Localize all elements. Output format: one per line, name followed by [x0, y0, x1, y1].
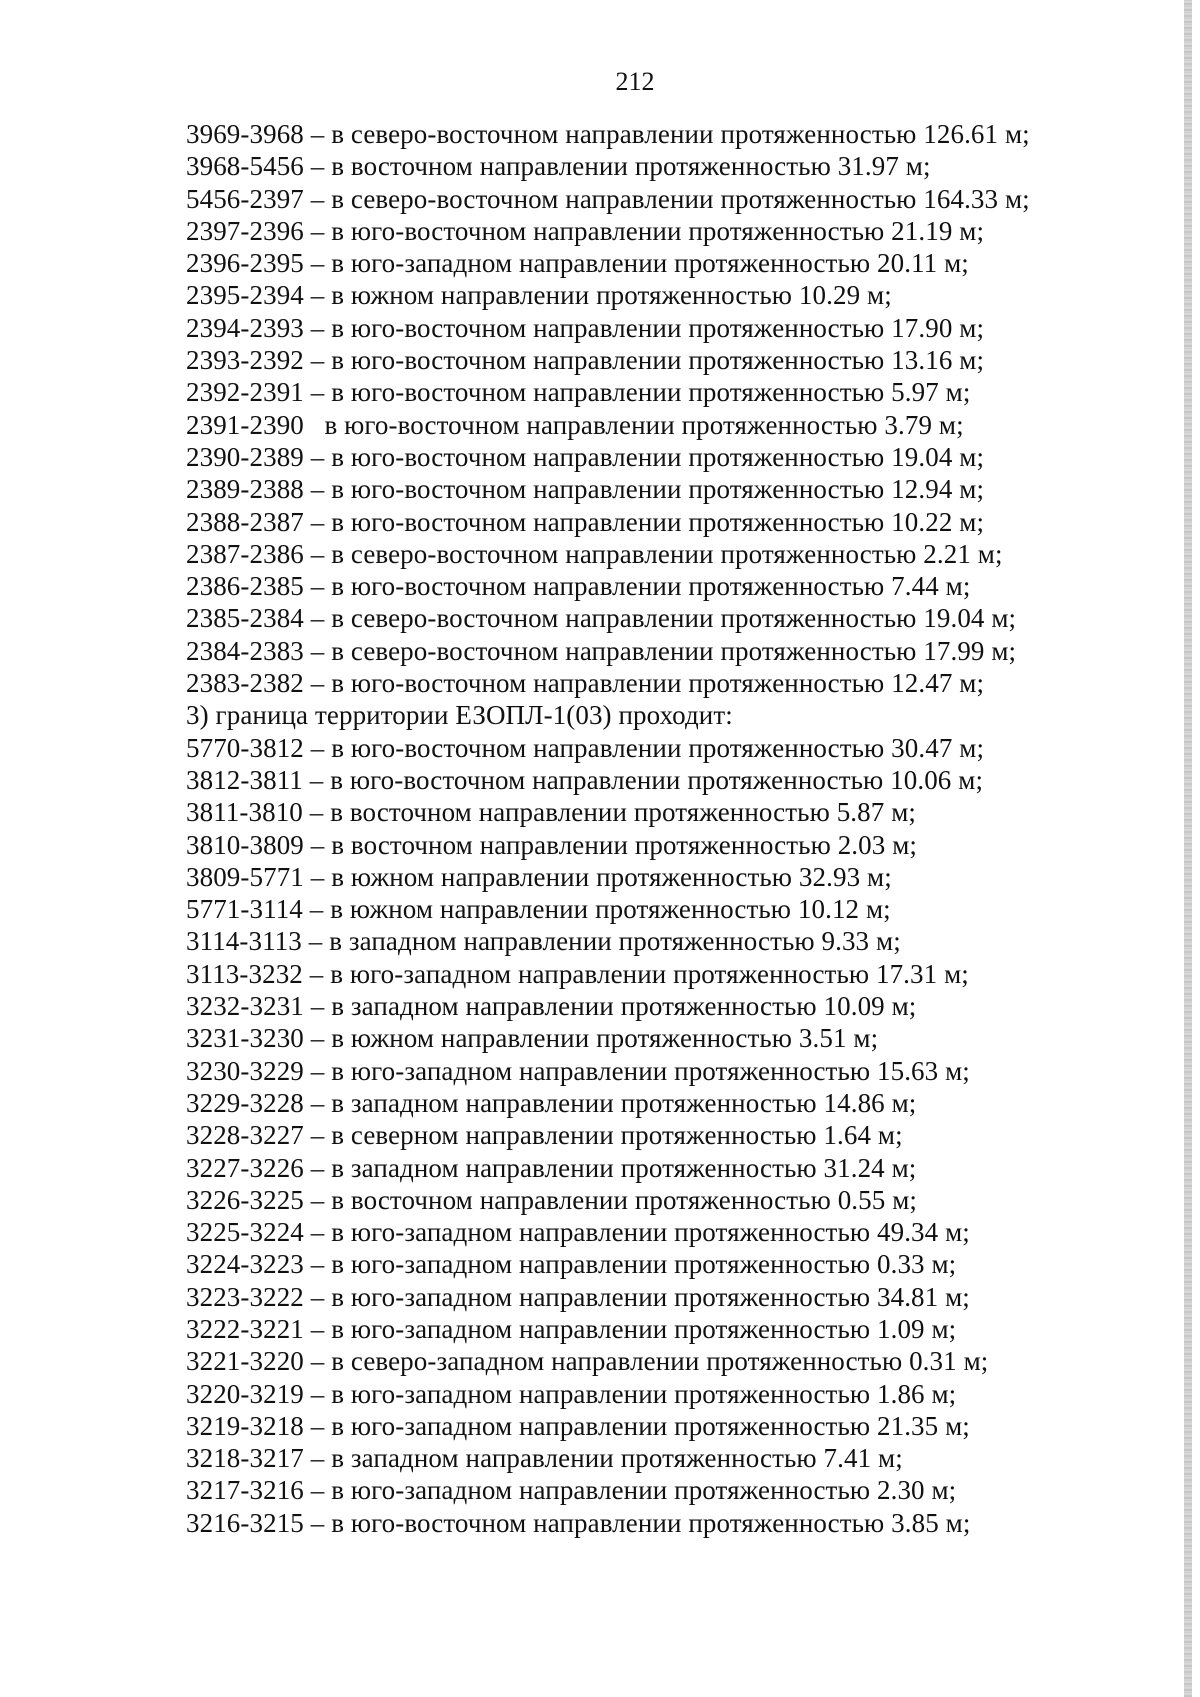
boundary-segment-line [186, 1055, 1086, 1087]
boundary-segment-line [186, 247, 1086, 279]
scan-edge-shadow [1184, 0, 1192, 1697]
boundary-segment-line [186, 1410, 1086, 1442]
segment-description: – в юго-западном направлении протяженностью 1.09 м; [303, 1313, 957, 1344]
segment-description: – в юго-западном направлении протяженностью 2.30 м; [303, 1475, 957, 1506]
boundary-segment-line [186, 893, 1086, 925]
segment-id: 3228-3227 [186, 1120, 304, 1151]
segment-id: 3223-3222 [186, 1281, 304, 1312]
segment-description: – в западном направлении протяженностью 31.24 м; [303, 1152, 917, 1183]
boundary-segment-line [186, 1119, 1086, 1151]
segment-id: 3231-3230 [186, 1023, 304, 1054]
segment-description: – в юго-восточном направлении протяженностью 21.19 м; [303, 215, 985, 246]
boundary-segment-line [186, 732, 1086, 764]
segment-id: 3968-5456 [186, 151, 304, 182]
boundary-segment-line [186, 925, 1086, 957]
segment-id: 2389-2388 [186, 474, 304, 505]
segment-description: – в северо-западном направлении протяженностью 0.31 м; [303, 1346, 989, 1377]
segment-description: – в юго-восточном направлении протяженностью 5.97 м; [303, 377, 971, 408]
segment-description: – в южном направлении протяженностью 10.12 м; [302, 894, 891, 925]
segment-id: 2387-2386 [186, 538, 304, 569]
segment-description: – в юго-западном направлении протяженностью 0.33 м; [303, 1249, 957, 1280]
boundary-segment-line [186, 1345, 1086, 1377]
section-heading [186, 699, 1086, 731]
segment-description: – в юго-восточном направлении протяженностью 7.44 м; [303, 571, 971, 602]
boundary-segment-line [186, 667, 1086, 699]
boundary-segment-line [186, 215, 1086, 247]
boundary-segment-line [186, 1184, 1086, 1216]
segment-description: – в северо-восточном направлении протяженностью 2.21 м; [303, 538, 1003, 569]
segment-id: 3225-3224 [186, 1217, 304, 1248]
boundary-segment-line [186, 635, 1086, 667]
segment-description: – в восточном направлении протяженностью 5.87 м; [302, 797, 916, 828]
boundary-segment-line [186, 1216, 1086, 1248]
segment-id: 3217-3216 [186, 1475, 304, 1506]
page-number: 212 [615, 67, 655, 96]
segment-id: 3812-3811 [186, 764, 303, 795]
boundary-segment-line [186, 602, 1086, 634]
segment-description: – в западном направлении протяженностью 14.86 м; [303, 1087, 917, 1118]
segment-description: – в восточном направлении протяженностью 0.55 м; [303, 1184, 917, 1215]
segment-id: 3809-5771 [186, 861, 304, 892]
segment-description: – в северо-восточном направлении протяженностью 164.33 м; [303, 183, 1030, 214]
segment-id: 3227-3226 [186, 1152, 304, 1183]
boundary-segment-line [186, 570, 1086, 602]
boundary-segment-line [186, 441, 1086, 473]
boundary-segment-line [186, 1022, 1086, 1054]
segment-id: 2395-2394 [186, 280, 304, 311]
segment-id: 3969-3968 [186, 119, 304, 149]
segment-description: – в северном направлении протяженностью 1.64 м; [303, 1120, 903, 1151]
segment-id: 5771-3114 [186, 894, 303, 925]
boundary-segment-line [186, 1378, 1086, 1410]
boundary-segment-line [186, 990, 1086, 1022]
segment-description: – в юго-восточном направлении протяженностью 30.47 м; [303, 732, 985, 763]
segment-id: 3113-3232 [186, 958, 303, 989]
segment-id: 3216-3215 [186, 1507, 304, 1538]
segment-description: – в западном направлении протяженностью 9.33 м; [301, 926, 901, 957]
segment-id: 2385-2384 [186, 603, 304, 634]
segment-id: 2394-2393 [186, 312, 304, 343]
boundary-segment-line [186, 150, 1086, 182]
segment-description: – в юго-восточном направлении протяженностью 12.47 м; [303, 668, 985, 699]
segment-description: – в юго-восточном направлении протяженностью 10.22 м; [303, 506, 985, 537]
segment-id: 2384-2383 [186, 635, 304, 666]
segment-id: 3219-3218 [186, 1410, 304, 1441]
boundary-segment-line [186, 958, 1086, 990]
segment-id: 3218-3217 [186, 1443, 304, 1474]
boundary-segment-line [186, 279, 1086, 311]
segment-description: – в юго-западном направлении протяженностью 17.31 м; [302, 958, 969, 989]
segment-description: – в юго-восточном направлении протяженностью 10.06 м; [302, 764, 984, 795]
segment-description: – в северо-восточном направлении протяженностью 19.04 м; [303, 603, 1017, 634]
boundary-segment-line [186, 473, 1086, 505]
segment-id: 3811-3810 [186, 797, 303, 828]
segment-description: – в юго-восточном направлении протяженностью 17.90 м; [303, 312, 985, 343]
segment-description: – в северо-восточном направлении протяженностью 126.61 м; [303, 119, 1030, 149]
segment-description: – в юго-западном направлении протяженностью 34.81 м; [303, 1281, 970, 1312]
segment-id: 2397-2396 [186, 215, 304, 246]
segment-description: – в юго-западном направлении протяженностью 1.86 м; [303, 1378, 957, 1409]
boundary-segment-line [186, 1507, 1086, 1539]
segment-id: 5770-3812 [186, 732, 304, 763]
boundary-segment-line [186, 409, 1086, 441]
segment-id: 3229-3228 [186, 1087, 304, 1118]
segment-description: – в юго-восточном направлении протяженностью 13.16 м; [303, 345, 985, 376]
boundary-segment-line [186, 1474, 1086, 1506]
segment-description: – в южном направлении протяженностью 32.93 м; [303, 861, 892, 892]
segment-description: – в юго-восточном направлении протяженностью 12.94 м; [303, 474, 985, 505]
boundary-segment-line [186, 183, 1086, 215]
segment-description: – в юго-западном направлении протяженностью 49.34 м; [303, 1217, 970, 1248]
boundary-segment-list [186, 118, 1086, 1539]
boundary-segment-line [186, 1087, 1086, 1119]
segment-id: 2392-2391 [186, 377, 304, 408]
segment-id: 2393-2392 [186, 345, 304, 376]
segment-id: 3222-3221 [186, 1313, 304, 1344]
segment-id: 2390-2389 [186, 441, 304, 472]
segment-id: 3221-3220 [186, 1346, 304, 1377]
segment-id: 3230-3229 [186, 1055, 304, 1086]
segment-description: – в северо-восточном направлении протяженностью 17.99 м; [303, 635, 1017, 666]
boundary-segment-line [186, 118, 1086, 150]
boundary-segment-line [186, 376, 1086, 408]
segment-description: – в западном направлении протяженностью 10.09 м; [303, 991, 917, 1022]
boundary-segment-line [186, 506, 1086, 538]
boundary-segment-line [186, 344, 1086, 376]
boundary-segment-line [186, 1248, 1086, 1280]
boundary-segment-line [186, 1281, 1086, 1313]
segment-id: 3224-3223 [186, 1249, 304, 1280]
segment-id: 3810-3809 [186, 829, 304, 860]
segment-description: – в юго-западном направлении протяженностью 21.35 м; [303, 1410, 970, 1441]
boundary-segment-line [186, 861, 1086, 893]
segment-description: – в западном направлении протяженностью 7.41 м; [303, 1443, 903, 1474]
boundary-segment-line [186, 1313, 1086, 1345]
segment-id: 3232-3231 [186, 991, 304, 1022]
boundary-segment-line [186, 312, 1086, 344]
segment-description: в юго-восточном направлении протяженностью 3.79 м; [303, 409, 964, 440]
segment-id: 2396-2395 [186, 248, 304, 279]
boundary-segment-line [186, 1152, 1086, 1184]
segment-id: 2386-2385 [186, 571, 304, 602]
boundary-segment-line [186, 764, 1086, 796]
segment-id: 2388-2387 [186, 506, 304, 537]
segment-description: – в восточном направлении протяженностью 2.03 м; [303, 829, 917, 860]
boundary-segment-line [186, 1442, 1086, 1474]
segment-description: – в южном направлении протяженностью 10.29 м; [303, 280, 892, 311]
boundary-segment-line [186, 796, 1086, 828]
segment-description: – в восточном направлении протяженностью 31.97 м; [303, 151, 931, 182]
segment-id: 5456-2397 [186, 183, 304, 214]
segment-id: 3114-3113 [186, 926, 302, 957]
segment-id: 2391-2390 [186, 409, 304, 440]
segment-id: 3220-3219 [186, 1378, 304, 1409]
segment-description: – в юго-западном направлении протяженностью 20.11 м; [303, 248, 969, 279]
segment-description: – в юго-восточном направлении протяженностью 19.04 м; [303, 441, 985, 472]
segment-description: – в юго-западном направлении протяженностью 15.63 м; [303, 1055, 970, 1086]
segment-description: – в юго-восточном направлении протяженностью 3.85 м; [303, 1507, 971, 1538]
section-heading-text: 3) граница территории ЕЗОПЛ-1(03) проходит: [186, 700, 733, 731]
segment-id: 3226-3225 [186, 1184, 304, 1215]
boundary-segment-line [186, 829, 1086, 861]
boundary-segment-line [186, 538, 1086, 570]
segment-id: 2383-2382 [186, 668, 304, 699]
segment-description: – в южном направлении протяженностью 3.51 м; [303, 1023, 879, 1054]
